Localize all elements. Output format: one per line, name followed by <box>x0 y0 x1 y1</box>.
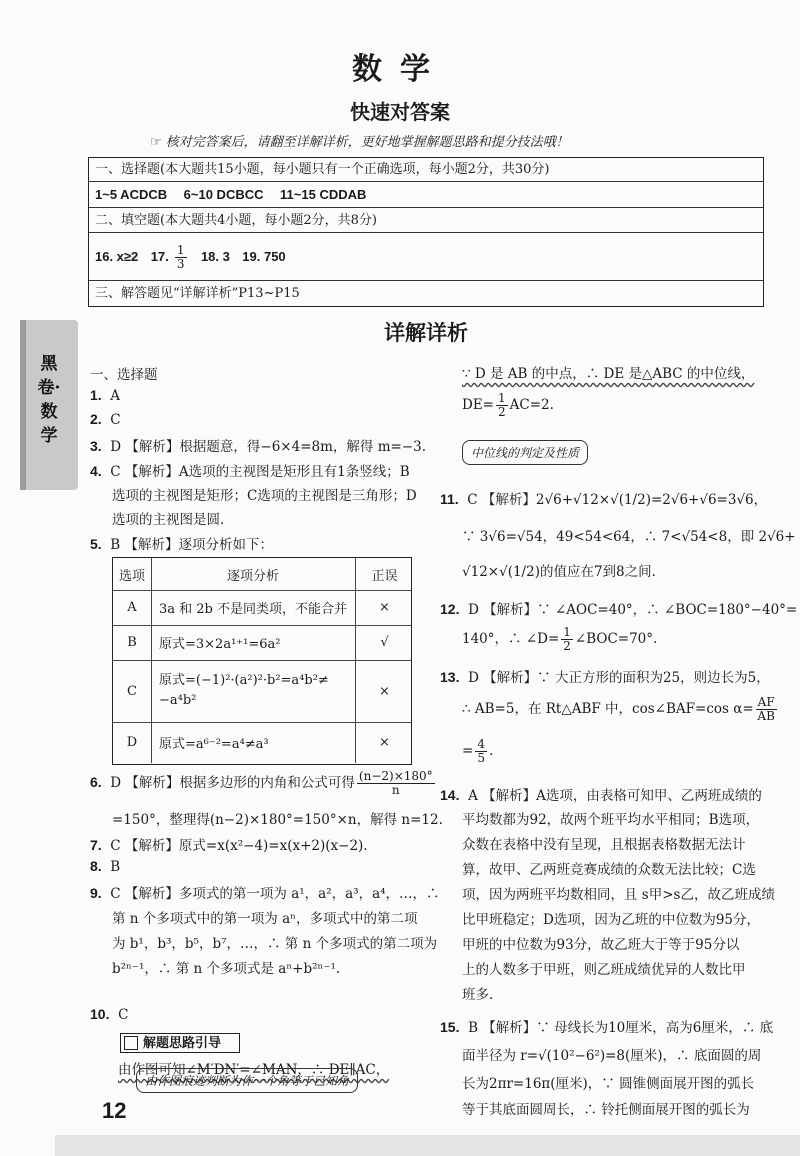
side-tab-label: 黑卷·数学 <box>37 354 61 446</box>
bottom-edge <box>55 1135 800 1156</box>
table-row: A 3a 和 2b 不是同类项，不能合并 × <box>113 590 411 626</box>
quick-answer-box <box>88 157 764 307</box>
midline-note: 中位线的判定及性质 <box>462 440 588 465</box>
q10-reasoning: 由作图可知∠M′DN′=∠MAN，∴ DE∥AC， <box>118 1062 390 1078</box>
q5: 5. B 【解析】逐项分析如下： <box>90 536 273 553</box>
section-title: 详解详析 <box>384 320 468 345</box>
q9-line3: 为 b¹，b³，b⁵，b⁷，…，∴ 第 n 个多项式的第二项为 <box>112 936 438 952</box>
q10: 10. C <box>90 1006 129 1023</box>
q1: 1. A <box>90 387 121 404</box>
q2: 2. C <box>90 411 121 428</box>
r-midpoint: ∵ D 是 AB 的中点，∴ DE 是△ABC 的中位线， <box>462 366 755 382</box>
table-row: C 原式=(−1)²·(a²)²·b²=a⁴b²≠ −a⁴b² × <box>113 660 411 723</box>
q13-line2: ∴ AB=5，在 Rt△ABF 中，cos∠BAF=cos α= $\frac{AF}{AB}$ <box>462 695 775 723</box>
q14-line4: 算，故甲、乙两班竞赛成绩的众数无法比较；C选 <box>462 862 756 878</box>
q9-line4: b²ⁿ⁻¹，∴ 第 n 个多项式是 aⁿ+b²ⁿ⁻¹. <box>112 961 341 977</box>
table-row: B 原式=3×2a¹⁺¹=6a² √ <box>113 625 411 661</box>
choice-answers: 1~5 ACDCB 6~10 DCBCC 11~15 CDDAB <box>89 182 763 208</box>
q14-line2: 平均数都为92，故两个班平均水平相同；B选项， <box>462 812 760 828</box>
q14: 14. A 【解析】A选项，由表格可知甲、乙两班成绩的 <box>440 787 762 804</box>
q10-note: 由作图痕迹判断为作一个角等于已知角 <box>136 1068 358 1093</box>
q12-line2: 140°，∴ ∠D= $\frac{1}{2}$ ∠BOC=70°. <box>462 625 658 653</box>
q4-line3: 选项的主视图是圆. <box>112 512 225 528</box>
q3: 3. D 【解析】根据题意，得−6×4=8m，解得 m=−3. <box>90 438 426 455</box>
r-de: DE= $\frac{1}{2}$ AC=2. <box>462 391 554 419</box>
q14-line8: 上的人数多于甲班，则乙班成绩优异的人数比甲 <box>462 962 746 978</box>
q4: 4. C 【解析】A选项的主视图是矩形且有1条竖线；B <box>90 463 410 480</box>
q9-line2: 第 n 个多项式中的第一项为 aⁿ，多项式中的第二项 <box>112 911 418 927</box>
choice-header: 一、选择题(本大题共15小题，每小题只有一个正确选项，每小题2分，共30分) <box>89 158 763 182</box>
q6-line2: =150°，整理得(n−2)×180°=150°×n，解得 n=12. <box>112 812 443 828</box>
q14-line9: 班多. <box>462 987 494 1003</box>
page-title: 数学 <box>352 52 448 87</box>
q11-line2: ∵ 3√6=√54，49<54<64，∴ 7<√54<8，即 2√6+ <box>462 529 796 545</box>
q13: 13. D 【解析】∵ 大正方形的面积为25，则边长为5， <box>440 669 770 686</box>
q11: 11. C 【解析】2√6+√12×√(1/2)=2√6+√6=3√6， <box>440 491 768 508</box>
q15-line4: 等于其底面圆周长，∴ 铃托侧面展开图的弧长为 <box>462 1102 750 1118</box>
q15-line2: 面半径为 r=√(10²−6²)=8(厘米)，∴ 底面圆的周 <box>462 1048 762 1064</box>
q7: 7. C 【解析】原式=x(x²−4)=x(x+2)(x−2). <box>90 837 368 854</box>
table-header-row: 选项 逐项分析 正误 <box>113 558 411 591</box>
q15-line3: 长为2πr=16π(厘米)，∵ 圆锥侧面展开图的弧长 <box>462 1076 755 1092</box>
q13-line3: = $\frac{4}{5}$ . <box>462 737 494 765</box>
solution-guide-label: 解题思路引导 <box>120 1033 240 1053</box>
q6: 6. D 【解析】根据多边形的内角和公式可得 $\frac{(n-2)\times 180^\circ}{n}$ <box>90 769 433 797</box>
q15: 15. B 【解析】∵ 母线长为10厘米，高为6厘米，∴ 底 <box>440 1019 774 1036</box>
hand-pointer-icon: ☞ <box>150 135 162 150</box>
q12: 12. D 【解析】∵ ∠AOC=40°，∴ ∠BOC=180°−40°= <box>440 601 798 618</box>
q14-line7: 甲班的中位数为93分，故乙班大于等于95分以 <box>462 937 740 953</box>
q8: 8. B <box>90 858 121 875</box>
pencil-icon <box>124 1036 138 1050</box>
solution-reference: 三、解答题见“详解详析”P13~P15 <box>95 286 300 301</box>
page-number: 12 <box>102 1098 127 1123</box>
hint-text: ☞ 核对完答案后，请翻至详解详析，更好地掌握解题思路和提分技法哦！ <box>150 135 569 150</box>
analysis-table <box>112 557 412 765</box>
fill-answers: 16. x≥2 17. $\frac{1}{3}$ 18. 3 19. 750 <box>89 233 763 281</box>
q14-line6: 比甲班稳定；D选项，因为乙班的中位数为95分， <box>462 912 761 928</box>
section-choice: 一、选择题 <box>90 367 158 383</box>
table-row: D 原式=a⁶⁻²=a⁴≠a³ × <box>113 722 411 763</box>
page-subtitle: 快速对答案 <box>350 100 450 124</box>
q9: 9. C 【解析】多项式的第一项为 a¹，a²，a³，a⁴，…，∴ <box>90 885 440 902</box>
q4-line2: 选项的主视图是矩形；C选项的主视图是三角形；D <box>112 488 417 504</box>
q14-line5: 项，因为两班平均数相同，且 s甲>s乙，故乙班成绩 <box>462 887 775 903</box>
fill-header: 二、填空题(本大题共4小题，每小题2分，共8分) <box>89 208 763 233</box>
q11-line3: √12×√(1/2)的值应在7到8之间. <box>462 564 656 580</box>
q14-line3: 众数在表格中没有呈现，且根据表格数据无法计 <box>462 837 746 853</box>
